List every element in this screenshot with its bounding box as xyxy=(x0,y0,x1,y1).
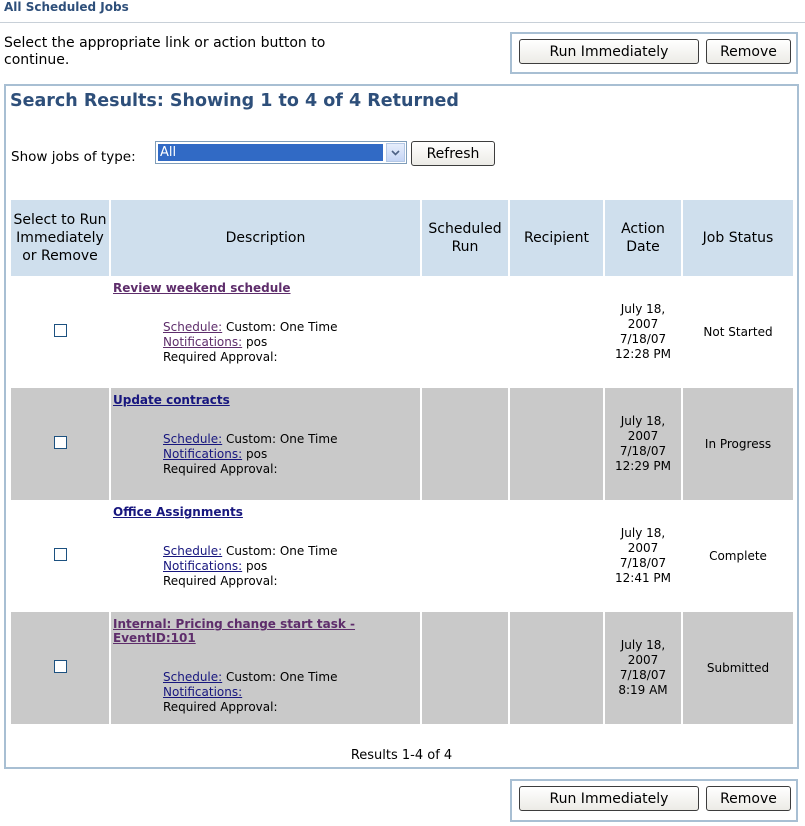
page-title: All Scheduled Jobs xyxy=(4,0,129,14)
row-select-checkbox[interactable] xyxy=(54,660,67,673)
header-scheduled-run: Scheduled Run xyxy=(421,200,509,276)
job-details xyxy=(163,432,420,477)
schedule-value: Custom: One Time xyxy=(226,544,338,558)
select-cell xyxy=(11,612,110,724)
table-row xyxy=(11,612,793,724)
table-row xyxy=(11,388,793,500)
run-immediately-button-top[interactable]: Run Immediately xyxy=(519,39,699,64)
refresh-button[interactable]: Refresh xyxy=(411,141,495,166)
run-immediately-button-bottom[interactable]: Run Immediately xyxy=(519,786,699,811)
job-title-link[interactable]: Update contracts xyxy=(113,393,230,407)
schedule-link[interactable]: Schedule: xyxy=(163,320,223,334)
action-date-long: July 18, 2007 xyxy=(620,526,666,555)
header-recipient: Recipient xyxy=(509,200,604,276)
select-cell xyxy=(11,388,110,500)
schedule-link[interactable]: Schedule: xyxy=(163,670,223,684)
top-action-bar xyxy=(510,32,798,74)
notifications-link[interactable]: Notifications: xyxy=(163,559,243,573)
action-date-cell xyxy=(604,388,682,500)
action-time: 12:28 PM xyxy=(615,347,671,361)
schedule-link[interactable]: Schedule: xyxy=(163,432,223,446)
row-select-checkbox[interactable] xyxy=(54,436,67,449)
schedule-value: Custom: One Time xyxy=(226,670,338,684)
description-cell xyxy=(110,612,421,724)
table-header-row xyxy=(11,200,793,276)
table-row xyxy=(11,500,793,612)
job-title-link[interactable]: Internal: Pricing change start task - EventID:101 xyxy=(113,617,356,645)
row-select-checkbox[interactable] xyxy=(54,548,67,561)
table-row xyxy=(11,276,793,388)
notifications-value: pos xyxy=(245,559,268,573)
job-title-link[interactable]: Office Assignments xyxy=(113,505,243,519)
job-type-selected-value: All xyxy=(158,144,383,161)
action-time: 12:29 PM xyxy=(615,459,671,473)
scheduled-run-cell xyxy=(421,612,509,724)
job-details xyxy=(163,544,420,589)
action-date-cell xyxy=(604,276,682,388)
instructions-text: Select the appropriate link or action button to continue. xyxy=(4,35,326,68)
notifications-link[interactable]: Notifications: xyxy=(163,685,243,699)
title-divider xyxy=(0,22,805,23)
chevron-down-icon[interactable] xyxy=(386,143,405,162)
action-date-long: July 18, 2007 xyxy=(620,414,666,443)
jobs-table xyxy=(11,200,793,724)
job-status-cell: Not Started xyxy=(703,324,773,339)
results-heading: Search Results: Showing 1 to 4 of 4 Returned xyxy=(10,91,459,111)
required-approval-label: Required Approval: xyxy=(163,574,278,588)
description-cell xyxy=(110,388,421,500)
job-status-cell: Complete xyxy=(709,548,767,563)
notifications-link[interactable]: Notifications: xyxy=(163,335,243,349)
notifications-value: pos xyxy=(245,335,268,349)
scheduled-run-cell xyxy=(421,388,509,500)
schedule-value: Custom: One Time xyxy=(226,432,338,446)
action-date-short: 7/18/07 xyxy=(619,668,667,682)
action-date-cell xyxy=(604,612,682,724)
recipient-cell xyxy=(509,388,604,500)
remove-button-top[interactable]: Remove xyxy=(706,39,791,64)
job-type-label: Show jobs of type: xyxy=(11,149,136,165)
job-title-link[interactable]: Review weekend schedule xyxy=(113,281,291,295)
header-action-date: Action Date xyxy=(604,200,682,276)
results-count: Results 1-4 of 4 xyxy=(350,748,453,763)
schedule-link[interactable]: Schedule: xyxy=(163,544,223,558)
job-details xyxy=(163,320,420,365)
job-type-select[interactable] xyxy=(155,141,407,164)
description-cell xyxy=(110,500,421,612)
action-date-short: 7/18/07 xyxy=(619,556,667,570)
description-cell xyxy=(110,276,421,388)
job-status-cell: Submitted xyxy=(682,612,793,724)
header-description: Description xyxy=(110,200,421,276)
job-details xyxy=(163,670,420,715)
select-cell xyxy=(11,276,110,388)
action-date-long: July 18, 2007 xyxy=(620,638,666,667)
header-select: Select to Run Immediately or Remove xyxy=(11,200,110,276)
required-approval-label: Required Approval: xyxy=(163,462,278,476)
action-time: 8:19 AM xyxy=(618,683,668,697)
action-date-short: 7/18/07 xyxy=(619,332,667,346)
row-select-checkbox[interactable] xyxy=(54,324,67,337)
recipient-cell xyxy=(509,276,604,388)
action-date-long: July 18, 2007 xyxy=(620,302,666,331)
bottom-action-bar xyxy=(510,779,798,822)
action-date-cell xyxy=(604,500,682,612)
recipient-cell xyxy=(509,612,604,724)
job-status-cell: In Progress xyxy=(682,388,793,500)
header-job-status: Job Status xyxy=(682,200,793,276)
required-approval-label: Required Approval: xyxy=(163,350,278,364)
scheduled-run-cell xyxy=(421,500,509,612)
recipient-cell xyxy=(509,500,604,612)
search-results-panel xyxy=(4,84,799,769)
scheduled-run-cell xyxy=(421,276,509,388)
action-date-short: 7/18/07 xyxy=(619,444,667,458)
required-approval-label: Required Approval: xyxy=(163,700,278,714)
select-cell xyxy=(11,500,110,612)
remove-button-bottom[interactable]: Remove xyxy=(706,786,791,811)
notifications-value: pos xyxy=(245,447,268,461)
notifications-link[interactable]: Notifications: xyxy=(163,447,243,461)
schedule-value: Custom: One Time xyxy=(226,320,338,334)
action-time: 12:41 PM xyxy=(615,571,671,585)
